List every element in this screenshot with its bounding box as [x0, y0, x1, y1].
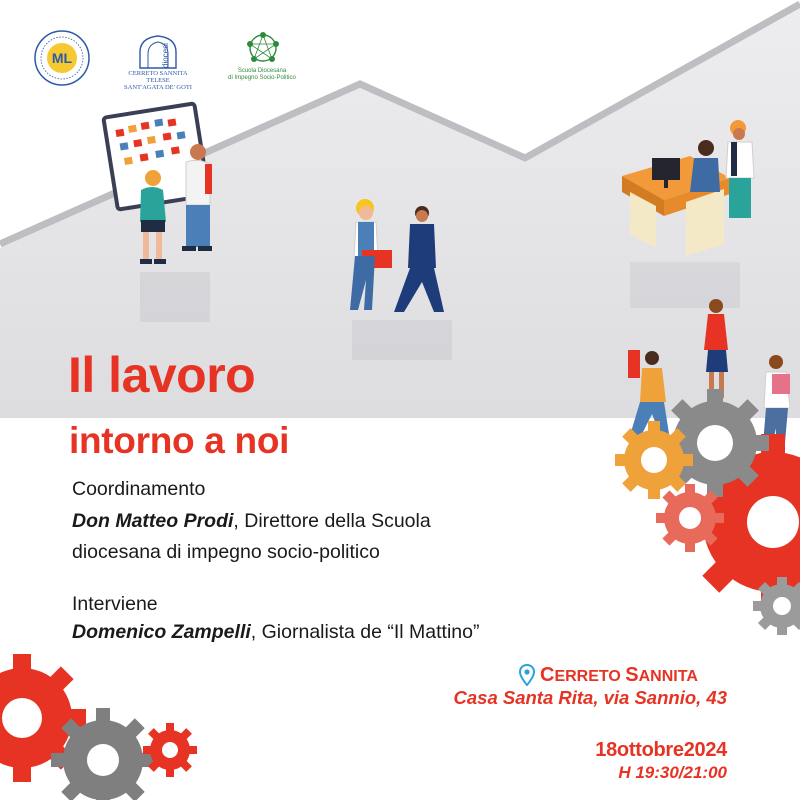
ml-logo: [34, 30, 90, 86]
coordinator-line: [72, 509, 431, 533]
venue-city: [540, 664, 698, 687]
gears-left-cluster: [0, 654, 197, 800]
scuola-emblem: [240, 30, 286, 70]
scuola-caption: Scuola Diocesana di Impegno Socio-Politico: [228, 68, 296, 81]
venue-city-rest2: ANNITA: [638, 668, 698, 685]
event-date: 18ottobre2024: [595, 739, 727, 761]
venue-city-initial: C: [540, 664, 555, 686]
scuola-logo: [240, 30, 286, 70]
diocesi-vertical-text: diocesi: [161, 43, 170, 68]
speaker-name: Domenico Zampelli: [72, 621, 251, 643]
coordination-label: Coordinamento: [72, 478, 206, 500]
speaker-role: , Giornalista de “Il Mattino”: [250, 621, 480, 643]
venue-address: Casa Santa Rita, via Sannio, 43: [453, 687, 727, 708]
speaker-label: Interviene: [72, 593, 158, 615]
speaker-line: [72, 620, 479, 644]
event-title: Il lavoro: [68, 347, 256, 403]
coordinator-name: Don Matteo Prodi: [72, 510, 234, 532]
venue-city-rest: ERRETO: [554, 668, 626, 685]
coordinator-role-line2: diocesana di impegno socio-politico: [72, 541, 380, 563]
event-subtitle: intorno a noi: [69, 420, 290, 461]
diocesi-caption: CERRETO SANNITA TELESE SANT'AGATA DE' GOTI: [124, 70, 192, 91]
coordinator-role-line1: , Direttore della Scuola: [233, 510, 431, 532]
event-time: H 19:30/21:00: [618, 763, 727, 782]
map-pin-icon: [519, 664, 535, 686]
venue-city-initial2: S: [625, 664, 639, 686]
ml-monogram: ML: [51, 50, 73, 66]
diocesi-emblem: [128, 34, 188, 70]
